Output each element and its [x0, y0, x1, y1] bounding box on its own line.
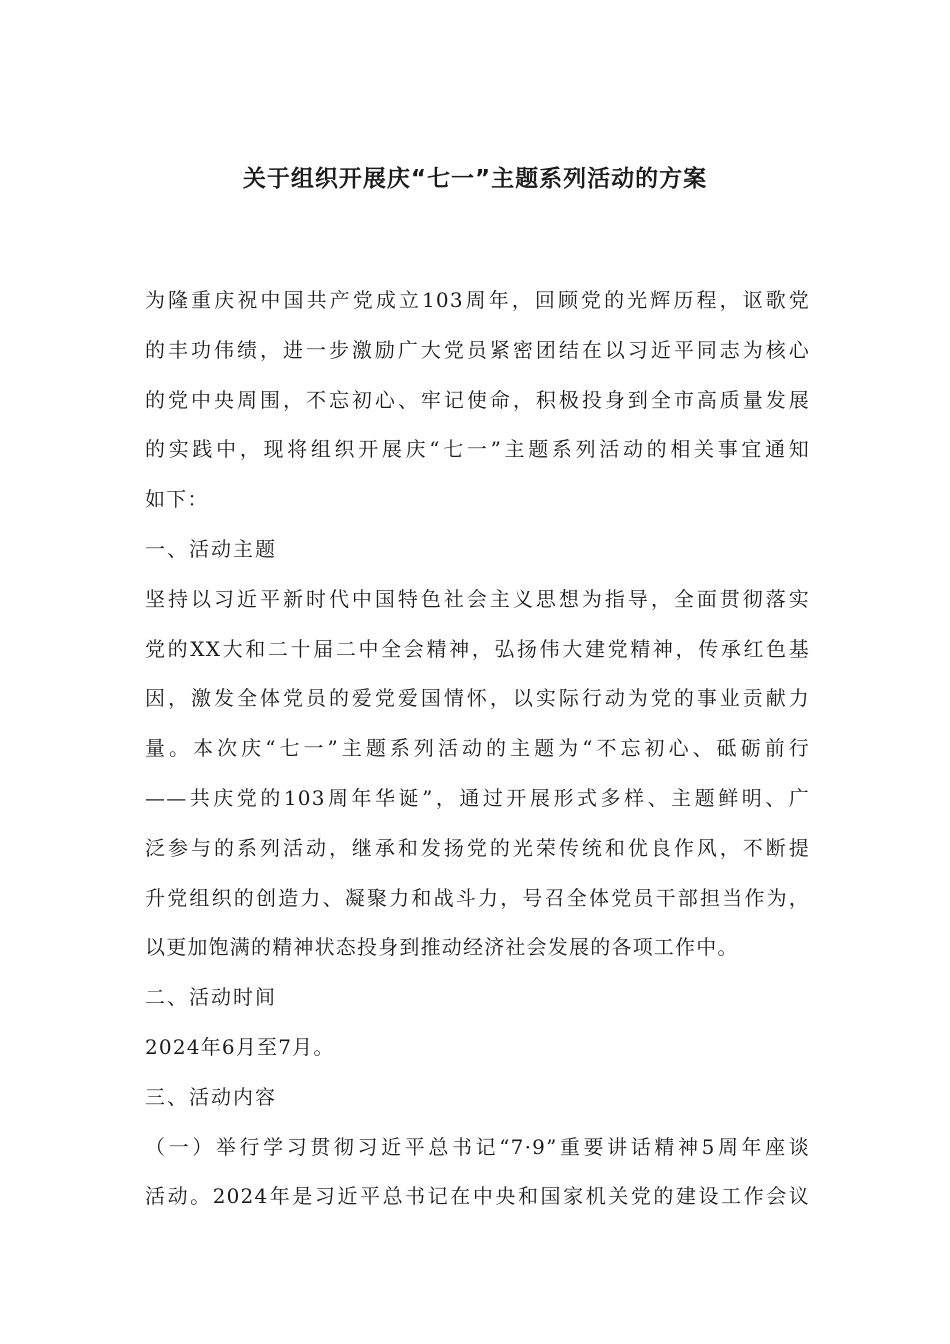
- document-title: 关于组织开展庆“七一”主题系列活动的方案: [242, 166, 708, 192]
- paragraph-line: 为隆重庆祝中国共产党成立103周年，回顾党的光辉历程，讴歌党: [145, 288, 810, 312]
- paragraph-line: 如下：: [145, 487, 209, 512]
- paragraph-line: 党的XX大和二十届二中全会精神，弘扬伟大建党精神，传承红色基: [145, 636, 810, 661]
- paragraph-line: 活动。2024年是习近平总书记在中央和国家机关党的建设工作会议: [145, 1184, 810, 1209]
- paragraph-line: 的实践中，现将组织开展庆“七一”主题系列活动的相关事宜通知: [145, 437, 810, 462]
- paragraph-line: ——共庆党的103周年华诞”，通过开展形式多样、主题鲜明、广: [145, 785, 810, 810]
- document-body: [145, 276, 810, 1222]
- section-heading: 一、活动主题: [145, 536, 277, 561]
- paragraph-line: 2024年6月至7月。: [145, 1034, 335, 1059]
- paragraph-line: 泛参与的系列活动，继承和发扬党的光荣传统和优良作风，不断提: [145, 835, 810, 860]
- section-heading: 三、活动内容: [145, 1084, 277, 1109]
- paragraph-line: 的丰功伟绩，进一步激励广大党员紧密团结在以习近平同志为核心: [145, 337, 810, 362]
- paragraph-line: 量。本次庆“七一”主题系列活动的主题为“不忘初心、砥砺前行: [145, 736, 810, 761]
- paragraph-line: 的党中央周围，不忘初心、牢记使命，积极投身到全市高质量发展: [145, 387, 810, 412]
- paragraph-line: 升党组织的创造力、凝聚力和战斗力，号召全体党员干部担当作为，: [145, 885, 810, 910]
- paragraph-line: 以更加饱满的精神状态投身到推动经济社会发展的各项工作中。: [145, 935, 739, 960]
- paragraph-line: 坚持以习近平新时代中国特色社会主义思想为指导，全面贯彻落实: [145, 586, 810, 611]
- paragraph-line: （一）举行学习贯彻习近平总书记“7·9”重要讲话精神5周年座谈: [145, 1134, 810, 1159]
- section-heading: 二、活动时间: [145, 985, 277, 1010]
- paragraph-line: 因，激发全体党员的爱党爱国情怀，以实际行动为党的事业贡献力: [145, 686, 810, 711]
